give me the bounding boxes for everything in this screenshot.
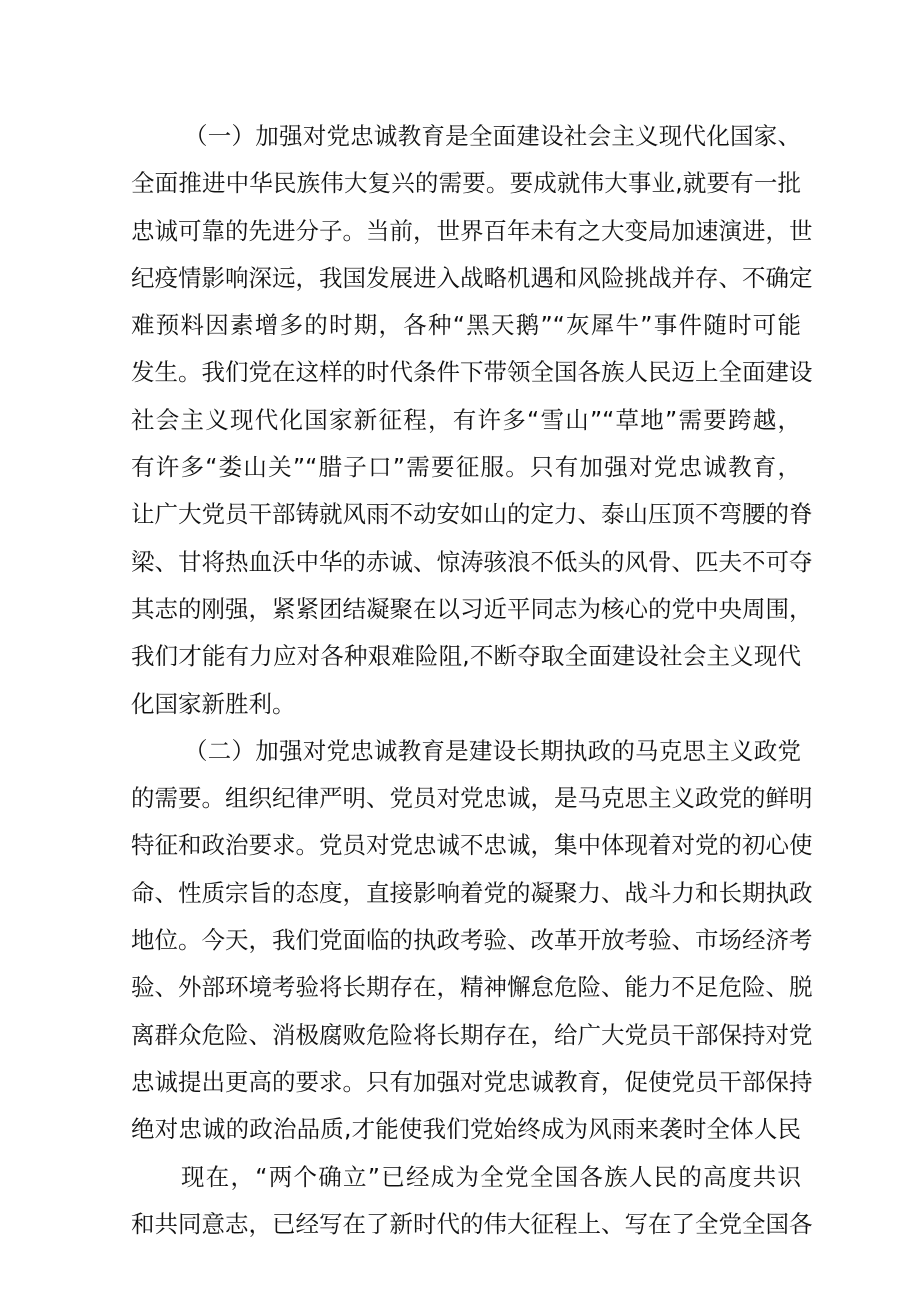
text-line: 让广大党员干部铸就风雨不动安如山的定力、泰山压顶不弯腰的脊 (131, 500, 813, 529)
paragraph-2 (131, 728, 813, 1154)
text-line: 难预料因素增多的时期，各种“黑天鹅”“灰犀牛”事件随时可能 (131, 311, 801, 340)
paragraph-3 (131, 1154, 813, 1249)
paragraph-1 (131, 113, 813, 728)
text-line: 化国家新胜利。 (131, 689, 296, 718)
text-line: 忠诚提出更高的要求。只有加强对党忠诚教育，促使党员干部保持 (131, 1067, 813, 1096)
text-line: 社会主义现代化国家新征程，有许多“雪山”“草地”需要跨越， (131, 405, 801, 434)
text-line: （一）加强对党忠诚教育是全面建设社会主义现代化国家、 (184, 122, 801, 150)
text-line: 命、性质宗旨的态度，直接影响着党的凝聚力、战斗力和长期执政 (131, 878, 813, 907)
text-line: 的需要。组织纪律严明、党员对党忠诚，是马克思主义政党的鲜明 (131, 784, 813, 813)
text-line: 现在，“两个确立”已经成为全党全国各族人民的高度共识 (181, 1162, 801, 1191)
text-line: 地位。今天，我们党面临的执政考验、改革开放考验、市场经济考 (131, 926, 813, 955)
text-line: 绝对忠诚的政治品质,才能使我们党始终成为风雨来袭时全体人民 (131, 1115, 801, 1144)
text-line: 离群众危险、消极腐败危险将长期存在，给广大党员干部保持对党 (131, 1020, 813, 1049)
text-line: 有许多“娄山关”“腊子口”需要征服。只有加强对党忠诚教育， (131, 453, 801, 482)
document-body (131, 113, 813, 1248)
text-line: 我们才能有力应对各种艰难险阻,不断夺取全面建设社会主义现代 (131, 642, 801, 671)
text-line: 纪疫情影响深远，我国发展进入战略机遇和风险挑战并存、不确定 (131, 263, 813, 292)
text-line: 验、外部环境考验将长期存在，精神懈怠危险、能力不足危险、脱 (131, 973, 813, 1002)
text-line: 和共同意志，已经写在了新时代的伟大征程上、写在了全党全国各 (131, 1209, 813, 1238)
text-line: 其志的刚强，紧紧团结凝聚在以习近平同志为核心的党中央周围， (131, 594, 813, 623)
text-line: 忠诚可靠的先进分子。当前，世界百年未有之大变局加速演进，世 (131, 216, 813, 245)
text-line: 发生。我们党在这样的时代条件下带领全国各族人民迈上全面建设 (131, 358, 813, 387)
text-line: 全面推进中华民族伟大复兴的需要。要成就伟大事业,就要有一批 (131, 169, 801, 198)
text-line: 特征和政治要求。党员对党忠诚不忠诚，集中体现着对党的初心使 (131, 831, 813, 860)
text-line: 梁、甘将热血沃中华的赤诚、惊涛骇浪不低头的风骨、匹夫不可夺 (131, 547, 813, 576)
text-line: （二）加强对党忠诚教育是建设长期执政的马克思主义政党 (184, 736, 801, 765)
